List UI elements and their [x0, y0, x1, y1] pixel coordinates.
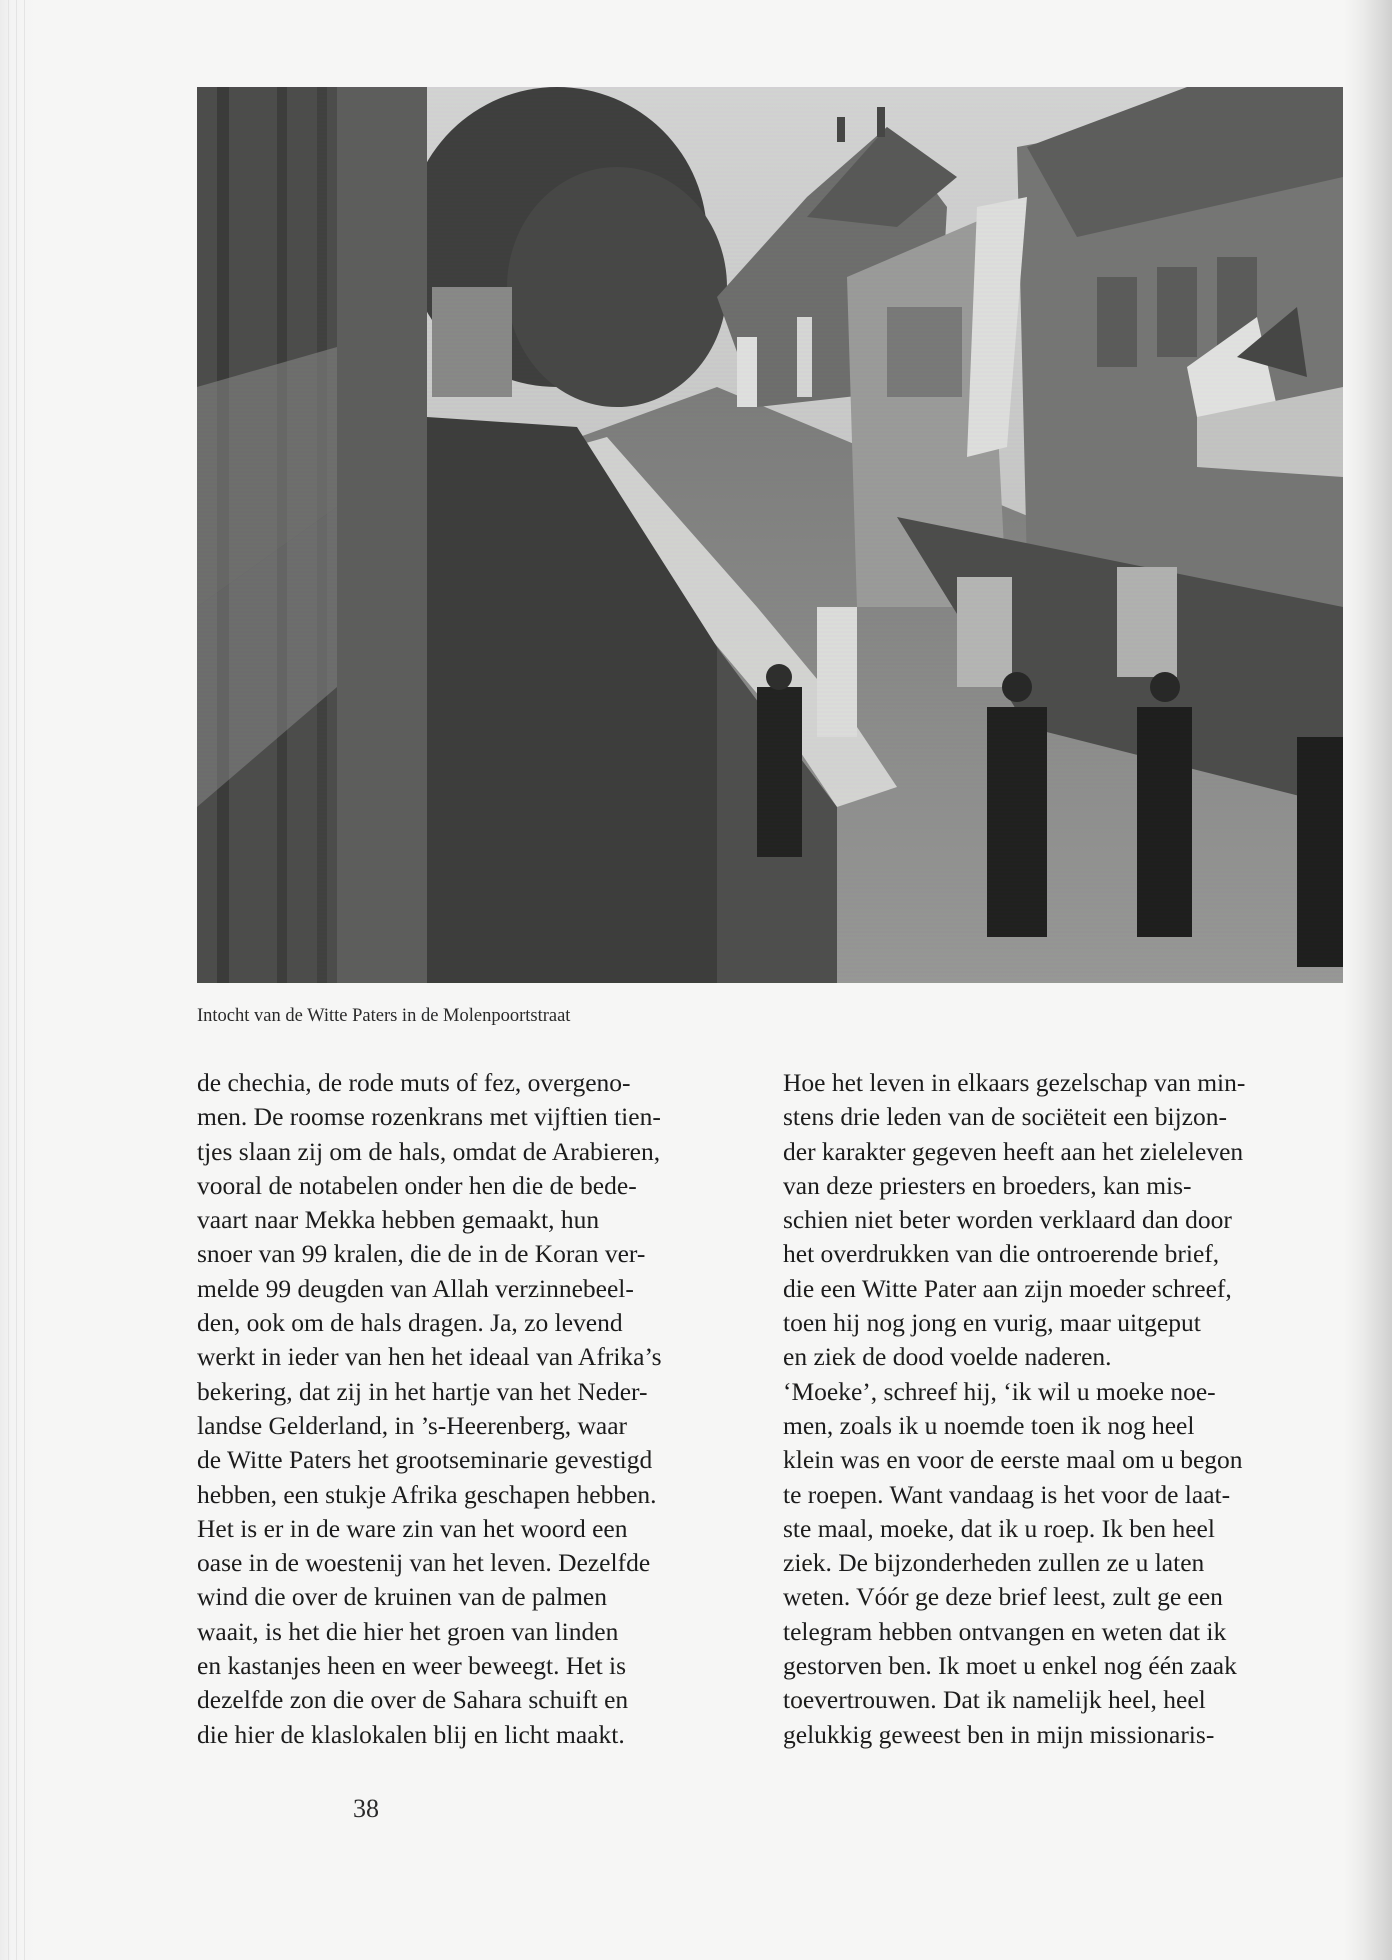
- edge-line: [16, 0, 17, 1960]
- text-line: men. De roomse rozenkrans met vijftien tien-: [197, 1102, 661, 1132]
- text-line: Hoe het leven in elkaars gezelschap van min-: [783, 1068, 1246, 1097]
- text-line: gelukkig geweest ben in mijn missionaris-: [783, 1719, 1215, 1749]
- procession-photo: [197, 87, 1343, 983]
- text-line: klein was en voor de eerste maal om u begon: [783, 1445, 1243, 1475]
- edge-line: [24, 0, 25, 1960]
- text-line: ziek. De bijzonderheden zullen ze u laten: [783, 1548, 1205, 1578]
- text-column-right: [783, 1066, 1343, 1752]
- text-line: toevertrouwen. Dat ik namelijk heel, heel: [783, 1685, 1206, 1715]
- text-line: en ziek de dood voelde naderen.: [783, 1342, 1112, 1372]
- text-line: men, zoals ik u noemde toen ik nog heel: [783, 1410, 1195, 1440]
- figure-caption: Intocht van de Witte Paters in de Molenpoortstraat: [197, 1006, 571, 1026]
- text-line: snoer van 99 kralen, die de in de Koran ver-: [197, 1239, 646, 1269]
- page-number: 38: [353, 1794, 379, 1823]
- text-line: weten. Vóór ge deze brief leest, zult ge een: [783, 1582, 1223, 1612]
- text-line: hebben, een stukje Afrika geschapen hebben.: [197, 1479, 657, 1509]
- text-line: toen hij nog jong en vurig, maar uitgeput: [783, 1308, 1201, 1338]
- text-line: van deze priesters en broeders, kan mis-: [783, 1170, 1192, 1200]
- text-line: landse Gelderland, in ’s-Heerenberg, waar: [197, 1410, 628, 1440]
- text-line: te roepen. Want vandaag is het voor de laat-: [783, 1479, 1231, 1509]
- text-line: schien niet beter worden verklaard dan door: [783, 1205, 1232, 1235]
- text-line: die hier de klaslokalen blij en licht maakt.: [197, 1719, 625, 1749]
- text-line: en kastanjes heen en weer beweegt. Het is: [197, 1651, 627, 1681]
- text-line: gestorven ben. Ik moet u enkel nog één zaak: [783, 1651, 1237, 1681]
- text-line: waait, is het die hier het groen van linden: [197, 1616, 619, 1646]
- text-line: stens drie leden van de sociëteit een bijzon-: [783, 1102, 1227, 1132]
- page-left-edge: [0, 0, 40, 1960]
- text-line: Het is er in de ware zin van het woord een: [197, 1513, 628, 1543]
- text-line: dezelfde zon die over de Sahara schuift en: [197, 1685, 629, 1715]
- text-line: bekering, dat zij in het hartje van het Neder-: [197, 1376, 648, 1406]
- text-column-left: [197, 1066, 757, 1752]
- book-gutter-shadow: [1344, 0, 1392, 1960]
- text-line: vooral de notabelen onder hen die de bede-: [197, 1170, 637, 1200]
- text-line: tjes slaan zij om de hals, omdat de Arabieren,: [197, 1136, 661, 1166]
- text-line: de Witte Paters het grootseminarie gevestigd: [197, 1445, 653, 1475]
- text-line: den, ook om de hals dragen. Ja, zo levend: [197, 1308, 623, 1338]
- text-line: die een Witte Pater aan zijn moeder schreef,: [783, 1273, 1232, 1303]
- text-line: wind die over de kruinen van de palmen: [197, 1582, 607, 1612]
- text-line: melde 99 deugden van Allah verzinnebeel-: [197, 1273, 634, 1303]
- text-line: der karakter gegeven heeft aan het zieleleven: [783, 1136, 1244, 1166]
- text-line: vaart naar Mekka hebben gemaakt, hun: [197, 1205, 600, 1235]
- text-line: ste maal, moeke, dat ik u roep. Ik ben heel: [783, 1513, 1215, 1543]
- text-line: het overdrukken van die ontroerende brief,: [783, 1239, 1220, 1269]
- text-line: werkt in ieder van hen het ideaal van Afrika’s: [197, 1342, 662, 1372]
- photo-procession-street-icon: [197, 87, 1343, 983]
- text-line: ‘Moeke’, schreef hij, ‘ik wil u moeke noe-: [783, 1376, 1216, 1406]
- text-line: telegram hebben ontvangen en weten dat ik: [783, 1616, 1227, 1646]
- text-line: oase in de woestenij van het leven. Dezelfde: [197, 1548, 651, 1578]
- text-line: de chechia, de rode muts of fez, overgeno-: [197, 1068, 631, 1097]
- edge-line: [8, 0, 9, 1960]
